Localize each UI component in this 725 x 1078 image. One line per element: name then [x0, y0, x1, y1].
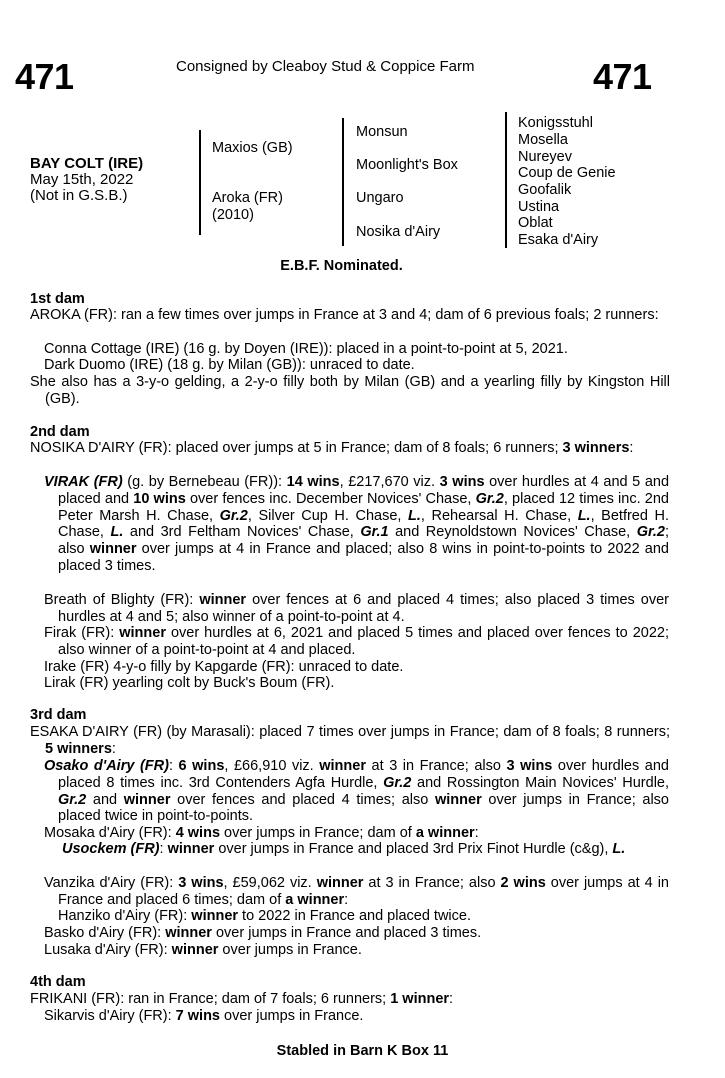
virak-t6: , Silver Cup H. Chase,	[247, 507, 408, 524]
usockem-name: Usockem (FR)	[62, 841, 160, 857]
lusaka-a: Lusaka d'Airy (FR):	[44, 942, 172, 958]
dam2-main-text: NOSIKA D'AIRY (FR): placed over jumps at 5 in France; dam of 8 foals; 6 runners;	[30, 440, 559, 456]
firak-w: winner	[119, 625, 166, 641]
pedigree-gen3-8: Esaka d'Airy	[518, 232, 599, 248]
basko-entry	[44, 925, 655, 942]
basko-w: winner	[165, 925, 212, 941]
osako-name: Osako d'Airy (FR)	[44, 758, 169, 774]
dam2-colon: :	[629, 440, 634, 456]
dam2-winners: 3 winners	[562, 440, 630, 456]
vanzika-b: , £59,062 viz.	[223, 875, 317, 891]
pedigree-dam-sire: Ungaro	[356, 190, 404, 206]
dam4-winners: 1 winner	[390, 991, 450, 1007]
pedigree-divider-3	[505, 112, 507, 248]
mosaka-b: over jumps in France; dam of	[220, 825, 416, 841]
ebf-nominated: E.B.F. Nominated.	[280, 258, 403, 274]
horse-foaled: May 15th, 2022	[30, 171, 134, 188]
virak-g2: Gr.2	[219, 507, 248, 524]
osako-w5: winner	[435, 791, 482, 808]
pedigree-divider-2	[342, 118, 344, 246]
pedigree-gen3-4: Coup de Genie	[518, 165, 616, 181]
pedigree-gen3-2: Mosella	[518, 132, 568, 148]
usockem-entry	[62, 841, 669, 858]
virak-t5: , placed 12 times inc. 2nd Peter Marsh H. Chase,	[58, 490, 669, 524]
dam3-heading: 3rd dam	[30, 707, 87, 723]
sikarvis-a: Sikarvis d'Airy (FR):	[44, 1008, 176, 1024]
virak-w1: 14 wins	[286, 474, 340, 490]
virak-g5: L.	[110, 524, 124, 541]
firak-b: over hurdles at 6, 2021 and placed 5 times and placed over fences to 2022; also winner of a point-to-point at 4 and placed.	[58, 625, 669, 658]
pedigree-dam-year: (2010)	[212, 207, 254, 223]
pedigree-gen3-7: Oblat	[518, 215, 553, 231]
breath-b: over fences at 6 and placed 4 times; also placed 3 times over hurdles at 4 and 5; also winner of a point-to-point at 4.	[58, 592, 670, 625]
usockem-b: over jumps in France and placed 3rd Prix Finot Hurdle (c&g),	[214, 841, 613, 857]
lusaka-w: winner	[171, 942, 219, 958]
osako-t2: at 3 in France; also	[365, 758, 507, 774]
lusaka-b: over jumps in France.	[218, 942, 362, 958]
dam3-main	[30, 724, 670, 758]
virak-g6: Gr.1	[360, 524, 389, 541]
pedigree-gen3-1: Konigsstuhl	[518, 115, 593, 131]
osako-t7: over jumps in France; also placed twice in point-to-points.	[58, 791, 669, 825]
lirak-entry: Lirak (FR) yearling colt by Buck's Boum (FR).	[44, 675, 335, 691]
virak-t10: and Reynoldstown Novices' Chase,	[388, 524, 637, 541]
virak-t1: (g. by Bernebeau (FR)):	[122, 474, 287, 490]
osako-t0: :	[168, 758, 179, 774]
breath-entry	[44, 592, 669, 626]
osako-t1: , £66,910 viz.	[224, 758, 320, 774]
dam1-also: She also has a 3-y-o gelding, a 2-y-o filly both by Milan (GB) and a yearling filly by Kingston Hill (GB).	[30, 374, 670, 407]
stabling-info: Stabled in Barn K Box 11	[276, 1043, 449, 1059]
osako-entry	[44, 758, 669, 825]
osako-w1: 6 wins	[178, 758, 225, 774]
vanzika-w3: 2 wins	[500, 875, 546, 891]
osako-g2: Gr.2	[58, 791, 87, 808]
dam2-main	[30, 440, 670, 457]
firak-entry	[44, 625, 669, 659]
consignor-text: Consigned by Cleaboy Stud & Coppice Farm	[176, 58, 475, 75]
vanzika-e: :	[344, 891, 349, 908]
lot-number-right: 471	[593, 56, 652, 97]
dam4-heading: 4th dam	[30, 974, 86, 990]
sikarvis-w: 7 wins	[175, 1008, 220, 1024]
osako-w3: 3 wins	[506, 758, 553, 774]
dam3-main-text: ESAKA D'AIRY (FR) (by Marasali): placed 7 times over jumps in France; dam of 8 foals; 8 runners;	[30, 724, 670, 740]
virak-g7: Gr.2	[636, 524, 665, 541]
horse-name: BAY COLT (IRE)	[30, 155, 144, 172]
pedigree-sire-sire: Monsun	[356, 124, 408, 140]
virak-t2: , £217,670 viz.	[339, 474, 440, 490]
dam2-heading: 2nd dam	[30, 424, 90, 440]
hanziko-w: winner	[191, 908, 239, 924]
osako-w4: winner	[123, 791, 171, 808]
pedigree-divider-1	[199, 130, 201, 235]
vanzika-entry	[44, 875, 669, 909]
virak-t11: ; also	[58, 524, 669, 558]
virak-name: VIRAK (FR)	[44, 474, 123, 490]
horse-gsb-note: (Not in G.S.B.)	[30, 187, 128, 204]
pedigree-dam: Aroka (FR)	[212, 190, 283, 206]
virak-g1: Gr.2	[475, 490, 504, 507]
dam3-colon: :	[111, 740, 116, 757]
virak-entry	[44, 474, 669, 575]
vanzika-w2: winner	[316, 875, 364, 891]
virak-t3: over hurdles at 4 and 5 and placed and	[58, 474, 670, 507]
vanzika-w: 3 wins	[178, 875, 224, 891]
virak-t9: and 3rd Feltham Novices' Chase,	[123, 524, 361, 541]
vanzika-c: at 3 in France; also	[363, 875, 501, 891]
pedigree-gen3-6: Ustina	[518, 199, 560, 215]
horse-description	[30, 156, 143, 204]
hanziko-entry	[58, 908, 651, 925]
pedigree-sire-dam: Moonlight's Box	[356, 157, 458, 173]
dam1-heading: 1st dam	[30, 291, 85, 307]
irake-entry: Irake (FR) 4-y-o filly by Kapgarde (FR): unraced to date.	[44, 659, 404, 675]
pedigree-gen3-3: Nureyev	[518, 149, 572, 165]
osako-t4: and Rossington Main Novices' Hurdle,	[411, 774, 670, 791]
sikarvis-entry	[44, 1008, 655, 1025]
virak-w4: winner	[89, 541, 137, 558]
dam1-main: AROKA (FR): ran a few times over jumps in France at 3 and 4; dam of 6 previous foals; 2 runners:	[30, 307, 659, 323]
usockem-w: winner	[167, 841, 215, 857]
mosaka-w: 4 wins	[175, 825, 221, 841]
firak-a: Firak (FR):	[44, 625, 120, 641]
dam1-offspring-2: Dark Duomo (IRE) (18 g. by Milan (GB)): unraced to date.	[44, 357, 415, 373]
hanziko-a: Hanziko d'Airy (FR):	[58, 908, 192, 924]
virak-w2: 3 wins	[439, 474, 485, 490]
virak-w3: 10 wins	[133, 490, 186, 507]
vanzika-a: Vanzika d'Airy (FR):	[44, 875, 179, 891]
sikarvis-b: over jumps in France.	[220, 1008, 364, 1024]
osako-w2: winner	[319, 758, 366, 774]
pedigree-sire: Maxios (GB)	[212, 140, 293, 156]
vanzika-w4: a winner	[285, 891, 345, 908]
lot-number-left: 471	[15, 56, 74, 97]
dam4-main	[30, 991, 655, 1008]
virak-g4: L.	[577, 507, 591, 524]
virak-t12: over jumps at 4 in France and placed; also 8 wins in point-to-points to 2022 and placed 3 times.	[58, 541, 669, 574]
osako-t5: and	[86, 791, 124, 808]
basko-a: Basko d'Airy (FR):	[44, 925, 166, 941]
mosaka-w2: a winner	[415, 825, 475, 841]
osako-t6: over fences and placed 4 times; also	[170, 791, 435, 808]
breath-a: Breath of Blighty (FR):	[44, 592, 200, 608]
vanzika-d: over jumps at 4 in France and placed 6 times; dam of	[58, 875, 670, 908]
virak-t4: over fences inc. December Novices' Chase,	[185, 490, 476, 507]
dam4-main-text: FRIKANI (FR): ran in France; dam of 7 foals; 6 runners;	[30, 991, 387, 1007]
breath-w: winner	[199, 592, 247, 608]
dam4-colon: :	[449, 991, 454, 1007]
basko-b: over jumps in France and placed 3 times.	[211, 925, 482, 941]
mosaka-entry	[44, 825, 655, 842]
usockem-a: :	[159, 841, 168, 857]
lusaka-entry	[44, 942, 655, 959]
hanziko-b: to 2022 in France and placed twice.	[238, 908, 471, 924]
dam3-winners: 5 winners	[45, 740, 112, 757]
pedigree-gen3-5: Goofalik	[518, 182, 572, 198]
pedigree-dam-dam: Nosika d'Airy	[356, 224, 441, 240]
virak-t8: , Betfred H. Chase,	[58, 507, 669, 541]
virak-g3: L.	[408, 507, 421, 524]
osako-t3: over hurdles and placed 8 times inc. 3rd Contenders Agfa Hurdle,	[58, 758, 669, 791]
mosaka-c: :	[474, 825, 479, 841]
osako-g1: Gr.2	[383, 774, 412, 791]
usockem-g: L.	[612, 841, 626, 857]
dam1-offspring-1: Conna Cottage (IRE) (16 g. by Doyen (IRE)): placed in a point-to-point at 5, 2021.	[44, 341, 568, 357]
virak-t7: , Rehearsal H. Chase,	[420, 507, 578, 524]
mosaka-a: Mosaka d'Airy (FR):	[44, 825, 176, 841]
